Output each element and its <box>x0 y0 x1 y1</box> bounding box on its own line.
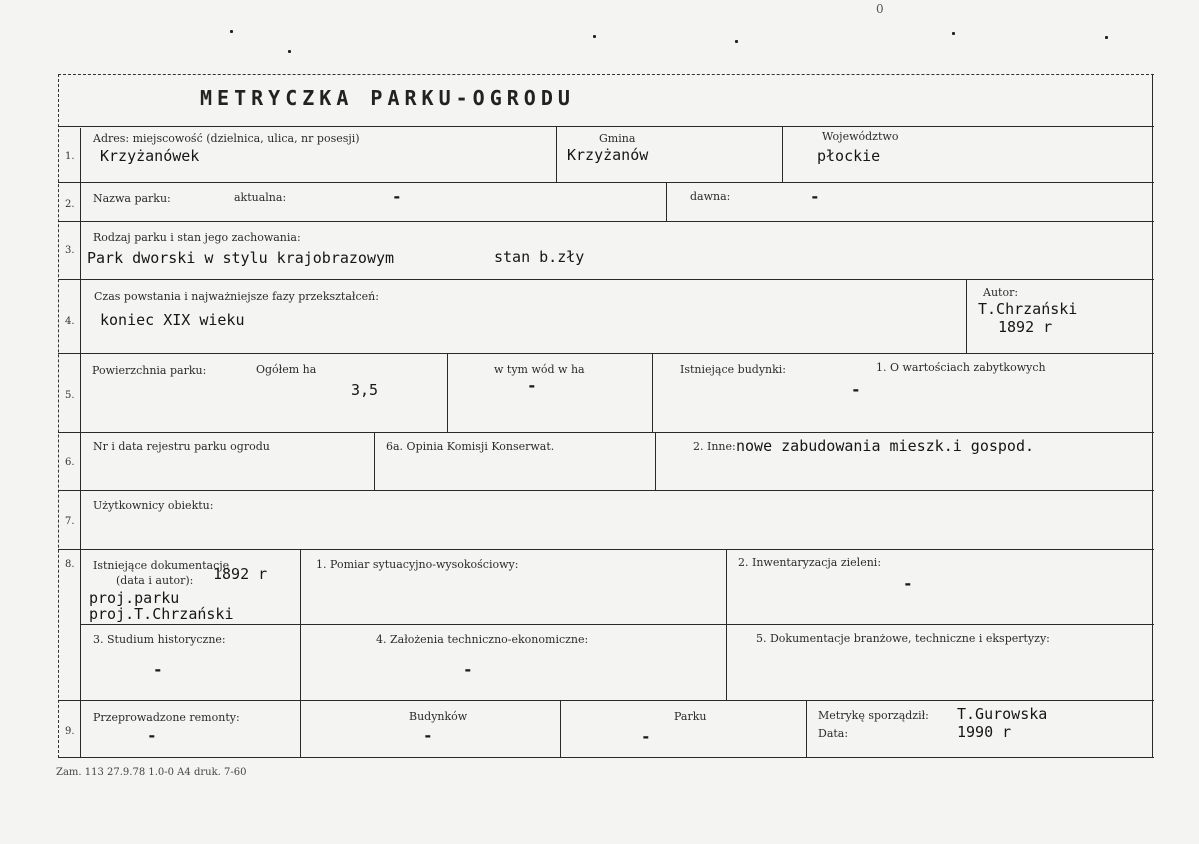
row-number: 7. <box>65 516 75 527</box>
gmina-value: Krzyżanów <box>567 146 649 164</box>
documentation-year: 1892 r <box>213 565 268 583</box>
col-line <box>300 549 301 757</box>
documentation-line-1: proj.parku <box>89 589 180 607</box>
survey-label: 1. Pomiar sytuacyjno-wysokościowy: <box>316 558 519 571</box>
opinion-label: 6a. Opinia Komisji Konserwat. <box>386 440 555 453</box>
existing-buildings-label: Istniejące budynki: <box>680 363 787 376</box>
row-line <box>58 182 1154 183</box>
speck <box>593 35 596 38</box>
form-title: METRYCZKA PARKU-OGRODU <box>200 86 575 110</box>
row-line <box>58 700 1154 701</box>
speck <box>1105 36 1108 39</box>
col-line <box>806 700 807 757</box>
total-area-label: Ogółem ha <box>256 363 317 376</box>
row-line <box>58 432 1154 433</box>
area-label: Powierzchnia parku: <box>92 364 207 377</box>
date-value: 1990 r <box>957 723 1012 741</box>
row-line <box>80 624 1154 625</box>
col-line <box>655 432 656 490</box>
park-type-label: Rodzaj parku i stan jego zachowania: <box>93 231 301 244</box>
former-name-label: dawna: <box>690 190 731 203</box>
prepared-by-label: Metrykę sporządził: <box>818 709 929 722</box>
address-value: Krzyżanówek <box>100 147 200 165</box>
historical-study-value: - <box>153 660 163 679</box>
top-mark: 0 <box>876 2 884 16</box>
park-type-value: Park dworski w stylu krajobrazowym <box>87 249 395 267</box>
other-buildings-label: 2. Inne: <box>693 440 736 453</box>
park-name-label: Nazwa parku: <box>93 192 171 205</box>
voivodeship-value: płockie <box>817 147 881 165</box>
row-number: 3. <box>65 245 75 256</box>
buildings-repairs-value: - <box>423 726 433 745</box>
heritage-value-label: 1. O wartościach zabytkowych <box>876 361 1046 374</box>
col-line <box>560 700 561 757</box>
row-line <box>58 353 1154 354</box>
frame-left <box>58 74 59 758</box>
register-label: Nr i data rejestru parku ogrodu <box>93 440 270 453</box>
author-label: Autor: <box>983 286 1019 299</box>
speck <box>735 40 738 43</box>
repairs-value: - <box>147 726 157 745</box>
row-number: 2. <box>65 199 75 210</box>
col-line <box>966 279 967 353</box>
frame-bottom <box>58 757 1154 758</box>
greenery-inventory-label: 2. Inwentaryzacja zieleni: <box>738 556 882 569</box>
row-number: 6. <box>65 457 75 468</box>
water-area-label: w tym wód w ha <box>494 363 585 376</box>
greenery-inventory-value: - <box>903 574 913 593</box>
col-line <box>556 126 557 182</box>
documentation-label: Istniejące dokumentacje <box>93 559 230 572</box>
row-line <box>58 279 1154 280</box>
current-name-value: - <box>392 187 402 206</box>
col-line <box>782 126 783 182</box>
col-line <box>652 353 653 432</box>
park-state-value: stan b.zły <box>494 248 585 266</box>
col-line <box>666 182 667 221</box>
row-number: 1. <box>65 151 75 162</box>
water-area-value: - <box>527 376 537 395</box>
voivodeship-label: Województwo <box>822 130 899 143</box>
author-value: T.Chrzański <box>978 300 1078 318</box>
repairs-label: Przeprowadzone remonty: <box>93 711 240 724</box>
prepared-by-value: T.Gurowska <box>957 705 1048 723</box>
row-number: 4. <box>65 316 75 327</box>
frame-right <box>1152 74 1153 758</box>
speck <box>288 50 291 53</box>
row-line <box>58 221 1154 222</box>
gmina-label: Gmina <box>599 132 636 145</box>
date-label: Data: <box>818 727 849 740</box>
col-line <box>374 432 375 490</box>
historical-study-label: 3. Studium historyczne: <box>93 633 226 646</box>
row-number: 9. <box>65 726 75 737</box>
documentation-line-2: proj.T.Chrzański <box>89 605 234 623</box>
creation-time-value: koniec XIX wieku <box>100 311 245 329</box>
row-line <box>58 549 1154 550</box>
tech-econ-label: 4. Założenia techniczno-ekonomiczne: <box>376 633 589 646</box>
row-line <box>58 490 1154 491</box>
park-repairs-value: - <box>641 727 651 746</box>
creation-time-label: Czas powstania i najważniejsze fazy przekształceń: <box>94 290 379 303</box>
row-number: 8. <box>65 559 75 570</box>
address-label: Adres: miejscowość (dzielnica, ulica, nr posesji) <box>93 132 360 145</box>
print-footer: Zam. 113 27.9.78 1.0-0 A4 druk. 7-60 <box>56 767 247 778</box>
col-line <box>726 549 727 700</box>
tech-econ-value: - <box>463 660 473 679</box>
heritage-value-value: - <box>851 380 861 399</box>
park-repairs-label: Parku <box>674 710 707 723</box>
speck <box>952 32 955 35</box>
branch-docs-label: 5. Dokumentacje branżowe, techniczne i ekspertyzy: <box>756 632 1050 645</box>
buildings-repairs-label: Budynków <box>409 710 468 723</box>
current-name-label: aktualna: <box>234 191 287 204</box>
other-buildings-value: nowe zabudowania mieszk.i gospod. <box>736 437 1035 455</box>
documentation-sub-label: (data i autor): <box>116 574 194 587</box>
frame-top <box>58 74 1154 75</box>
row-number: 5. <box>65 390 75 401</box>
speck <box>230 30 233 33</box>
users-label: Użytkownicy obiektu: <box>93 499 214 512</box>
col-line <box>447 353 448 432</box>
number-column-divider <box>80 128 81 758</box>
row-line <box>58 126 1154 127</box>
author-year: 1892 r <box>998 318 1053 336</box>
former-name-value: - <box>810 187 820 206</box>
total-area-value: 3,5 <box>351 381 379 399</box>
